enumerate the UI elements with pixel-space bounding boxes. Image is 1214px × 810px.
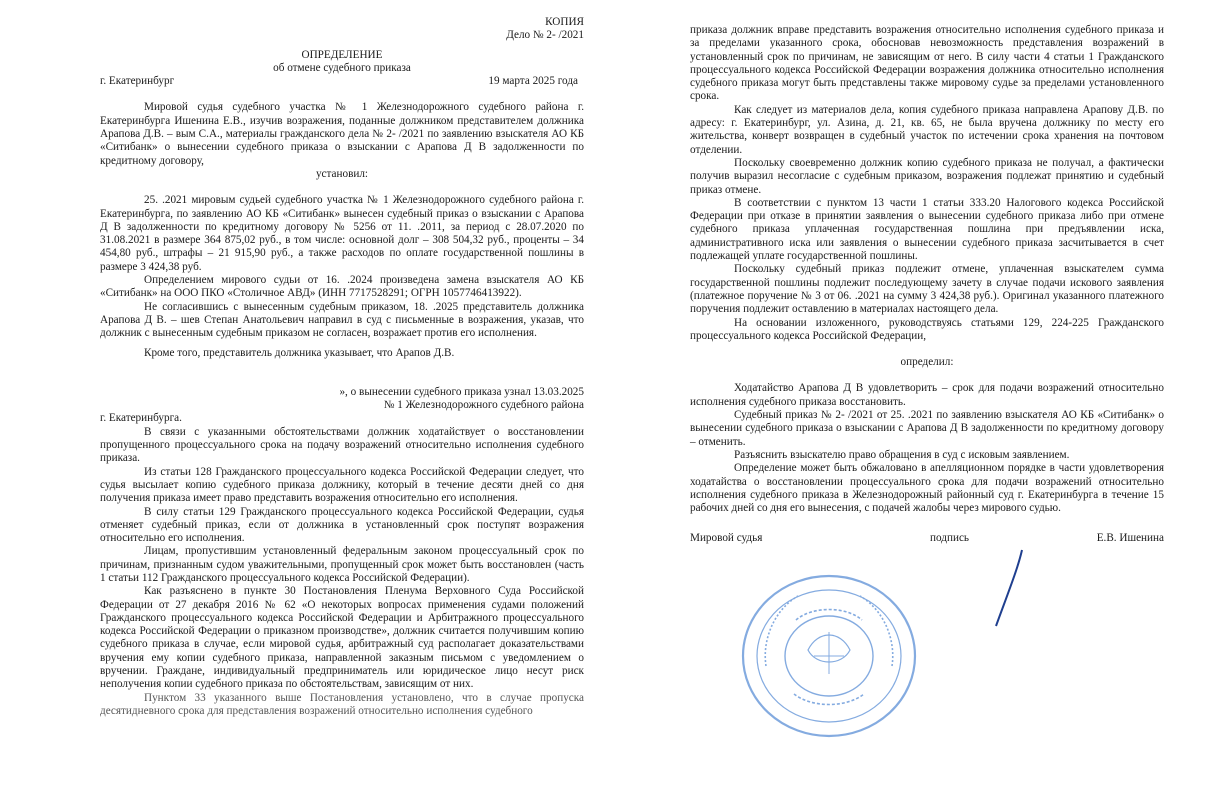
paragraph-learned: », о вынесении судебного приказа узнал 13.03.2025 — [339, 385, 584, 398]
paragraph-plenum-33: Пунктом 33 указанного выше Постановления установлено, что в случае пропуска десятидневного срока для представления возражений относительно исполнения судебного — [100, 691, 584, 717]
paragraph-petition: В связи с указанными обстоятельствами должник ходатайствует о восстановлении пропущенного процессуального срока на подачу возражений относительно исполнения судебного приказа. — [100, 425, 584, 465]
paragraph-basis: На основании изложенного, руководствуясь статьями 129, 224-225 Гражданского процессуального кодекса Российской Федерации, — [690, 316, 1164, 342]
signature-mark: подпись — [930, 532, 970, 545]
paragraph-objection: Не согласившись с вынесенным судебным приказом, 18. .2025 представитель должника Арапова Д В. – шев Степан Анатольевич направил в суд с письменные в возражения, указав, что должник с вынесенным судебным приказом не согласен, возражает против его исполнения. — [100, 300, 584, 340]
document-title: ОПРЕДЕЛЕНИЕ — [301, 48, 383, 61]
copy-mark: КОПИЯ — [545, 16, 584, 28]
paragraph-plenum-30: Как разъяснено в пункте 30 Постановления Пленума Верховного Суда Российской Федерации от 27 декабря 2016 № 62 «О некоторых вопросах применения судами положений Гражданского процессуального кодекса Российской Федерации и Арбитражного процессуального кодекса Российской Федерации о приказном производстве», должник считается получившим копию судебного приказа в случае, если мировой судья, арбитражный суд располагает доказательствами вручения ему копии судебного приказа, направленной заказным письмом с уведомлением о вручении. Граждане, индивидуальный предприниматель или юридическое лицо несут риск неполучения копии судебного приказа по обстоятельствам, зависящим от них. — [100, 585, 584, 691]
ruling-restore-term: Ходатайство Арапова Д В удовлетворить – срок для подачи возражений относительно исполнения судебного приказа восстановить. — [690, 382, 1164, 408]
heading-ustanovil: установил: — [315, 167, 369, 180]
paragraph-replacement: Определением мирового судьи от 16. .2024 произведена замена взыскателя АО КБ «Ситибанк» на ООО ПКО «Столичное АВД» (ИНН 7717528291; ОГРН 1057746413922). — [100, 274, 584, 300]
paragraph-continuation: приказа должник вправе представить возражения относительно исполнения судебного приказа и за пределами указанного срока, обосновав невозможность представления возражений в установленный срок по причинам, не зависящим от него. В силу части 4 статьи 1 Гражданского процессуального кодекса Российской Федерации возражения должника относительно исполнения судебного приказа могут быть представлены также мировому судье за пределами установленного срока. — [690, 24, 1164, 103]
paragraph-court: № 1 Железнодорожного судебного района — [383, 399, 584, 412]
paragraph-acceptance: Поскольку своевременно должник копию судебного приказа не получал, а фактически получив выразил несогласие с судебным приказом, возражения подлежат принятию и судебный приказ отмене. — [690, 156, 1164, 196]
paragraph-tax-code: В соответствии с пунктом 13 части 1 статьи 333.20 Налогового кодекса Российской Федерации при отказе в принятии заявления о вынесении судебного приказа либо при отмене судебного приказа уплаченная государственная пошлина при предъявлении иска, административного иска или заявления о вынесении судебного приказа засчитывается в счет подлежащей уплате государственной пошлины. — [690, 196, 1164, 263]
paragraph-article-112: Лицам, пропустившим установленный федеральным законом процессуальный срок по причинам, признанным судом уважительными, пропущенный срок может быть восстановлен (часть 1 статьи 112 Гражданского процессуального кодекса Российской Федерации). — [100, 545, 584, 584]
paragraph-order: 25. .2021 мировым судьей судебного участка № 1 Железнодорожного судебного района г. Екатеринбурга, по заявлению АО КБ «Ситибанк» вынесен судебный приказ о взыскании с Арапова Д В задолженности по кредитному договору № 5256 от 11. .2011, за период с 28.07.2020 по 31.08.2021 в размере 364 875,02 руб., в том числе: основной долг – 308 504,32 руб., проценты – 34 454,80 руб., штрафы – 21 915,90 руб., а также расходов по оплате государственной пошлины в размере 3 424,38 руб. — [100, 194, 584, 273]
paragraph-city: г. Екатеринбурга. — [100, 412, 182, 425]
signature-stroke — [978, 548, 1038, 628]
official-seal — [738, 570, 920, 742]
heading-opredelil: определил: — [900, 356, 954, 369]
document-date: 19 марта 2025 года — [488, 75, 578, 88]
intro-paragraph: Мировой судья судебного участка № 1 Железнодорожного судебного района г. Екатеринбурга Ишенина Е.В., изучив возражения, поданные должником представителем должника Арапова Д.В. – вым С.А., материалы гражданского дела № 2- /2021 по заявлению взыскателя АО КБ «Ситибанк» о вынесении судебного приказа о взыскании с Арапова Д В задолженности по кредитному договору, — [100, 101, 584, 167]
ruling-appeal: Определение может быть обжаловано в апелляционном порядке в части удовлетворения ходатайства о восстановлении процессуального срока для подачи возражений относительно исполнения судебного приказа в Железнодорожный районный суд г. Екатеринбурга в течение 15 рабочих дней со дня его вынесения, с подачей жалобы через мирового судью. — [690, 462, 1164, 515]
right-page — [690, 24, 1164, 546]
signature-name: Е.В. Ишенина — [1096, 532, 1164, 545]
ruling-cancel-order: Судебный приказ № 2- /2021 от 25. .2021 по заявлению взыскателя АО КБ «Ситибанк» о вынесении судебного приказа о взыскании с Арапова Д В задолженности по кредитному договору – отменить. — [690, 409, 1164, 448]
ruling-explain-right: Разъяснить взыскателю право обращения в суд с исковым заявлением. — [734, 448, 1070, 461]
paragraph-mail: Как следует из материалов дела, копия судебного приказа направлена Арапову Д.В. по адресу: г. Екатеринбург, ул. Азина, д. 21, кв. 65, не была вручена должнику по месту его жительства, конверт возвращен в судебный участок по истечении срока хранения на почтовом отделении. — [690, 103, 1164, 156]
document-subtitle: об отмене судебного приказа — [273, 61, 411, 74]
paragraph-article-129: В силу статьи 129 Гражданского процессуального кодекса Российской Федерации, судья отменяет судебный приказ, если от должника в установленный срок поступят возражения относительно его исполнения. — [100, 505, 584, 545]
paragraph-article-128: Из статьи 128 Гражданского процессуального кодекса Российской Федерации следует, что судья высылает копию судебного приказа должнику, который в течение десяти дней со дня получения приказа имеет право представить возражения относительно его исполнения. — [100, 465, 584, 505]
paragraph-duty-offset: Поскольку судебный приказ подлежит отмене, уплаченная взыскателем сумма государственной пошлины подлежит последующему зачету в случае подачи искового заявления (платежное поручение № 3 от 06. .2021 на сумму 3 424,38 руб.). Оригинал указанного платежного поручения подлежит оставлению в материалах настоящего дела. — [690, 263, 1164, 316]
left-page — [100, 16, 584, 718]
paragraph-representative: Кроме того, представитель должника указывает, что Арапов Д.В. — [144, 346, 455, 359]
case-number: Дело № 2- /2021 — [506, 29, 584, 42]
signature-role: Мировой судья — [690, 532, 763, 545]
city: г. Екатеринбург — [100, 75, 175, 88]
